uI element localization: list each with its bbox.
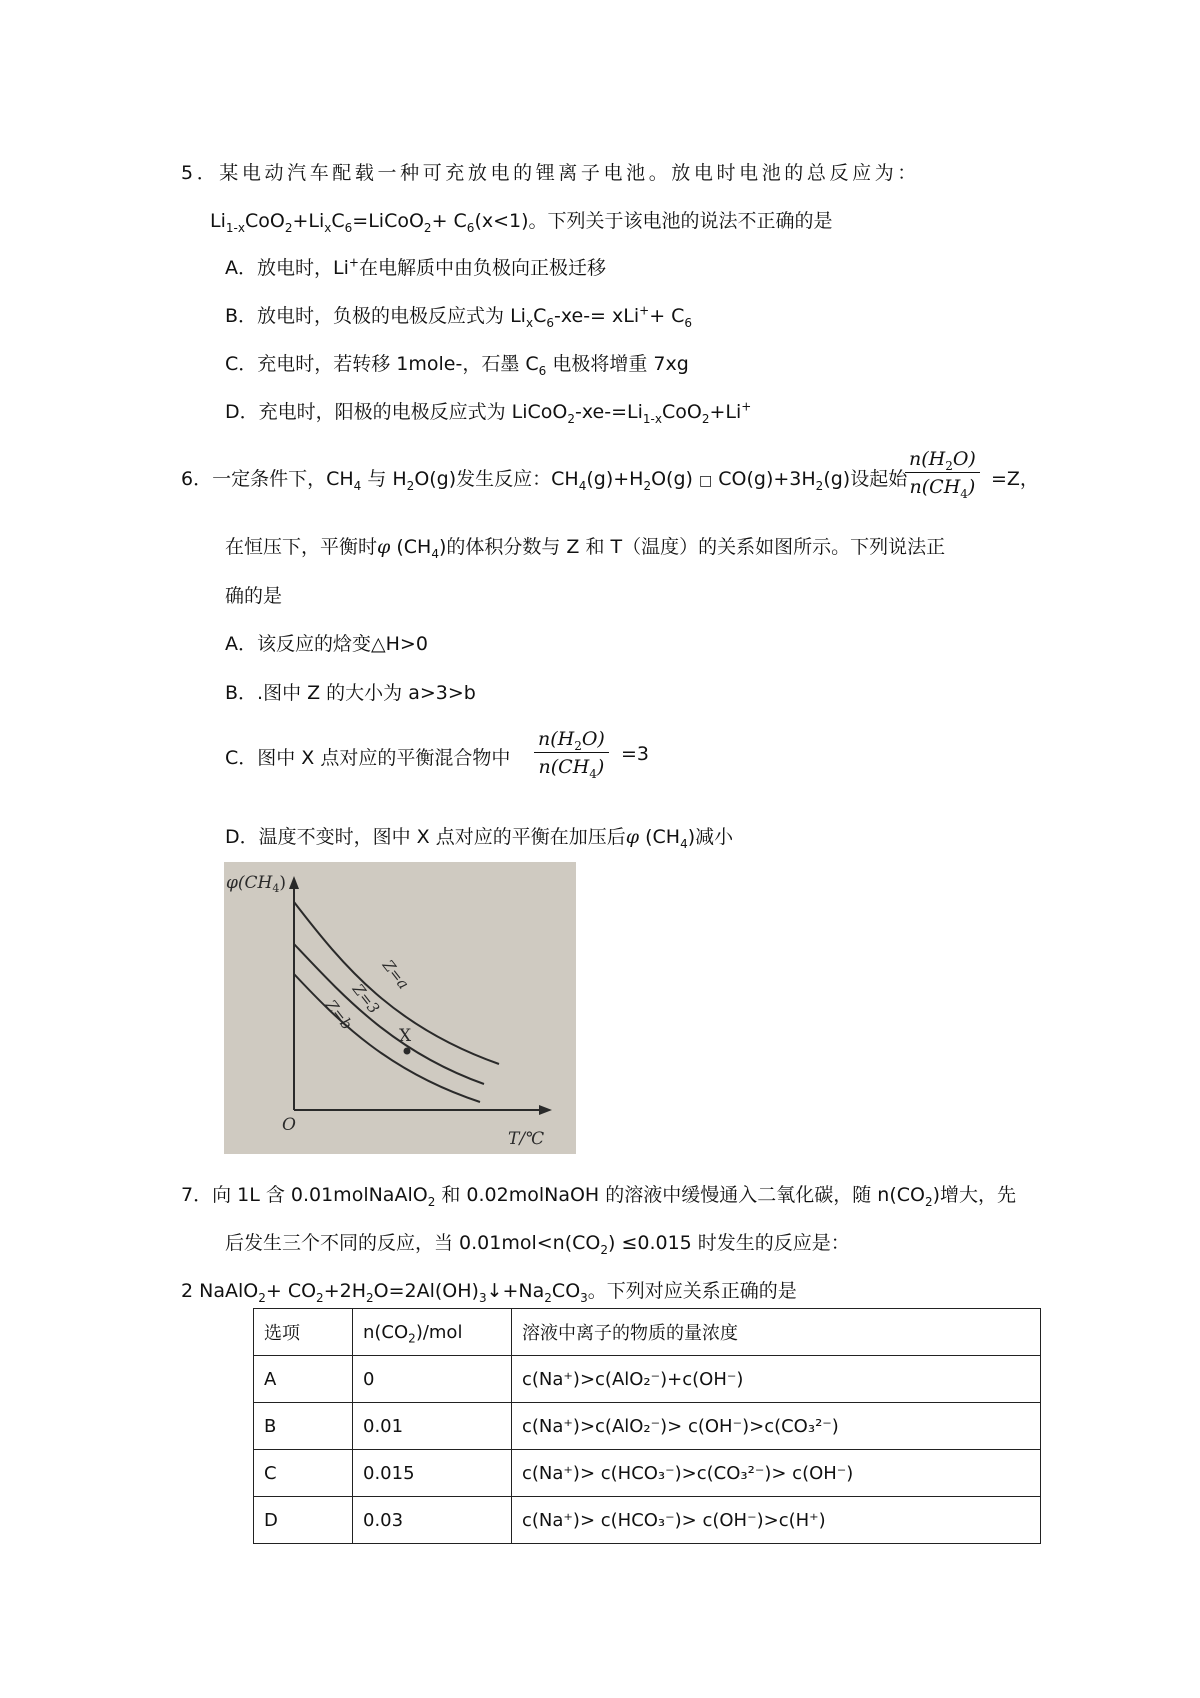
row-option: B <box>254 1403 353 1450</box>
q7-stem-line3 <box>181 1276 797 1303</box>
eq-text: CoO <box>244 210 285 232</box>
option-sub: 2 <box>701 411 710 426</box>
y-axis-label: $\varphi(CH_4)$ <box>226 873 287 895</box>
row-n-co2: 0.01 <box>353 1403 512 1450</box>
x-axis-arrow <box>539 1105 552 1115</box>
fraction-denominator <box>534 753 609 781</box>
eq-sub: 6 <box>466 220 475 235</box>
row-n-co2: 0.015 <box>353 1450 512 1497</box>
option-text: CoO <box>661 401 702 423</box>
frac-text: O) <box>581 728 605 750</box>
point-x-label: X <box>399 1026 412 1046</box>
option-sup: + <box>639 303 650 318</box>
q6-option-c <box>225 743 510 770</box>
option-sub: x <box>525 315 534 330</box>
frac-sub: 4 <box>960 486 968 501</box>
row-option: D <box>254 1497 353 1544</box>
eq-sub: 2 <box>423 220 432 235</box>
q6-stem-line1 <box>181 464 907 491</box>
q5-option-d <box>225 397 751 424</box>
q6-figure-svg <box>224 862 576 1154</box>
header-sub: 2 <box>408 1331 416 1346</box>
eq-sub: 2 <box>284 220 293 235</box>
stem-text: (g)+H <box>586 468 644 490</box>
stem-text: )增大，先 <box>932 1184 1017 1206</box>
q6-option-b <box>225 678 476 705</box>
table-row <box>254 1356 1041 1403</box>
frac-text: n(H <box>909 448 946 470</box>
option-sub: 1-x <box>642 411 662 426</box>
option-text: 在电解质中由负极向正极迁移 <box>358 257 606 279</box>
eq-sub: 6 <box>344 220 353 235</box>
q6-stem-line2 <box>225 532 945 559</box>
curve-z-b <box>294 974 480 1102</box>
table-row <box>254 1497 1041 1544</box>
option-text: C．图中 X 点对应的平衡混合物中 <box>225 747 511 769</box>
option-sup: + <box>741 399 752 414</box>
stem-text: 2 NaAlO <box>181 1280 259 1302</box>
q7-stem-line1 <box>181 1180 1016 1207</box>
stem-text: 确的是 <box>225 585 283 607</box>
option-text: (CH <box>639 826 681 848</box>
stem-text: + CO <box>265 1280 317 1302</box>
stem-sub: 2 <box>258 1290 266 1305</box>
q5-option-b <box>225 301 692 328</box>
fraction-numerator <box>534 726 609 753</box>
q7-options-table <box>253 1308 1041 1544</box>
frac-text: O) <box>952 448 976 470</box>
option-text: C．充电时，若转移 1mole-，石墨 C <box>225 353 539 375</box>
option-text: -xe-=Li <box>575 401 643 423</box>
q6-figure <box>224 862 576 1154</box>
q6-equals-z <box>991 464 1039 491</box>
fraction-denominator <box>905 473 980 501</box>
frac-text: n(H <box>538 728 575 750</box>
option-sub: 6 <box>684 315 693 330</box>
frac-sub: 4 <box>589 766 597 781</box>
eq-sub: 1-x <box>225 220 245 235</box>
row-n-co2: 0.03 <box>353 1497 512 1544</box>
stem-text: 与 H <box>361 468 407 490</box>
row-option: C <box>254 1450 353 1497</box>
stem-text: O=2Al(OH) <box>373 1280 479 1302</box>
x-axis-label: T/℃ <box>508 1129 545 1149</box>
curve-label-z-b: Z=b <box>321 996 357 1034</box>
option-text: +Li <box>709 401 742 423</box>
option-text: + C <box>649 305 685 327</box>
stem-sub: 2 <box>815 478 824 493</box>
stem-sub: 3 <box>478 1290 487 1305</box>
header-n-co2 <box>353 1309 512 1356</box>
stem-text: 。下列对应关系正确的是 <box>587 1280 797 1302</box>
q7-stem-line2 <box>225 1228 850 1255</box>
frac-text: ) <box>596 756 605 778</box>
option-text: )减小 <box>687 826 734 848</box>
eq-text: +Li <box>292 210 325 232</box>
stem-text: =Z， <box>991 468 1039 490</box>
stem-sub: 2 <box>924 1194 933 1209</box>
stem-text: O(g) <box>651 468 699 490</box>
fraction-numerator <box>905 446 980 473</box>
row-concentration: c(Na⁺)> c(HCO₃⁻)> c(OH⁻)>c(H⁺) <box>512 1497 1041 1544</box>
q6-option-c-fraction <box>534 726 609 781</box>
q5-stem-line1 <box>181 158 920 185</box>
q6-option-d <box>225 822 733 849</box>
q5-option-c <box>225 349 689 376</box>
frac-text: ) <box>967 476 976 498</box>
q5-stem-text: 5．某电动汽车配载一种可充放电的锂离子电池。放电时电池的总反应为： <box>181 162 920 184</box>
phi-symbol: φ <box>377 536 391 558</box>
eq-text: Li <box>210 210 226 232</box>
stem-text: CO <box>551 1280 581 1302</box>
stem-text: 和 0.02molNaOH 的溶液中缓慢通入二氧化碳，随 n(CO <box>435 1184 925 1206</box>
stem-text: ↓+Na <box>486 1280 545 1302</box>
phi-symbol: φ <box>625 826 640 848</box>
stem-text: )的体积分数与 Z 和 T（温度）的关系如图所示。下列说法正 <box>438 536 946 558</box>
stem-sub: 2 <box>544 1290 552 1305</box>
header-text: n(CO <box>363 1321 409 1343</box>
header-text: )/mol <box>415 1321 463 1343</box>
option-sub: 2 <box>567 411 576 426</box>
stem-text: (CH <box>390 536 432 558</box>
option-sup: + <box>348 255 359 270</box>
option-text: D．充电时，阳极的电极反应式为 LiCoO <box>225 401 568 423</box>
stem-text: ) ≤0.015 时发生的反应是： <box>608 1232 850 1254</box>
option-sub: 6 <box>538 363 547 378</box>
header-option: 选项 <box>254 1309 353 1356</box>
q6-option-c-equals <box>621 743 649 765</box>
stem-sub: 4 <box>353 478 362 493</box>
frac-sub: 2 <box>574 738 582 753</box>
stem-sub: 2 <box>427 1194 436 1209</box>
row-option: A <box>254 1356 353 1403</box>
stem-sub: 2 <box>643 478 652 493</box>
stem-text: 7．向 1L 含 0.01molNaAlO <box>181 1184 428 1206</box>
stem-sub: 2 <box>365 1290 374 1305</box>
eq-text: (x<1)。下列关于该电池的说法不正确的是 <box>474 210 833 232</box>
option-sub: 4 <box>680 836 688 851</box>
stem-text: +2H <box>323 1280 366 1302</box>
stem-text: O(g)发生反应：CH <box>414 468 579 490</box>
y-axis-arrow <box>289 876 299 889</box>
stem-text: 6．一定条件下，CH <box>181 468 354 490</box>
eq-text: =LiCoO <box>352 210 424 232</box>
option-text: -xe-= xLi <box>553 305 640 327</box>
q5-option-a <box>225 253 606 280</box>
option-sub: 6 <box>546 315 554 330</box>
option-text: D．温度不变时，图中 X 点对应的平衡在加压后 <box>225 826 626 848</box>
stem-sub: 4 <box>578 478 587 493</box>
frac-sub: 2 <box>945 458 953 473</box>
stem-sub: 3 <box>580 1290 588 1305</box>
eq-sub: x <box>324 220 332 235</box>
frac-text: n(CH <box>909 476 961 498</box>
stem-text: CO(g)+3H <box>712 468 816 490</box>
option-text: C <box>533 305 547 327</box>
header-concentration: 溶液中离子的物质的量浓度 <box>512 1309 1041 1356</box>
stem-text: 后发生三个不同的反应，当 0.01mol<n(CO <box>225 1232 601 1254</box>
row-n-co2: 0 <box>353 1356 512 1403</box>
q6-option-a <box>225 629 428 656</box>
option-text: A．该反应的焓变△H>0 <box>225 633 428 655</box>
stem-text: 在恒压下，平衡时 <box>225 536 378 558</box>
stem-sub: 2 <box>406 478 415 493</box>
option-text: B．放电时，负极的电极反应式为 Li <box>225 305 526 327</box>
option-text: A．放电时，Li <box>225 257 349 279</box>
missing-glyph-box: □ <box>698 473 713 489</box>
stem-sub: 2 <box>600 1242 608 1257</box>
stem-sub: 2 <box>316 1290 324 1305</box>
curve-label-z-a: Z=a <box>378 956 413 993</box>
q5-equation <box>210 206 833 233</box>
table-row <box>254 1403 1041 1450</box>
origin-label: O <box>282 1115 296 1135</box>
option-text: =3 <box>621 743 650 765</box>
stem-sub: 4 <box>431 546 439 561</box>
row-concentration: c(Na⁺)>c(AlO₂⁻)> c(OH⁻)>c(CO₃²⁻) <box>512 1403 1041 1450</box>
option-text: 电极将增重 7xg <box>546 353 689 375</box>
stem-text: (g)设起始 <box>823 468 908 490</box>
q6-ratio-fraction <box>905 446 980 501</box>
table-header-row <box>254 1309 1041 1356</box>
frac-text: n(CH <box>538 756 590 778</box>
row-concentration: c(Na⁺)> c(HCO₃⁻)>c(CO₃²⁻)> c(OH⁻) <box>512 1450 1041 1497</box>
eq-text: + C <box>431 210 467 232</box>
row-concentration: c(Na⁺)>c(AlO₂⁻)+c(OH⁻) <box>512 1356 1041 1403</box>
table-row <box>254 1450 1041 1497</box>
eq-text: C <box>331 210 345 232</box>
curve-label-z-3: Z=3 <box>348 980 384 1018</box>
q6-stem-line3 <box>225 581 282 608</box>
option-text: B．.图中 Z 的大小为 a>3>b <box>225 682 476 704</box>
point-x-marker <box>404 1048 411 1055</box>
